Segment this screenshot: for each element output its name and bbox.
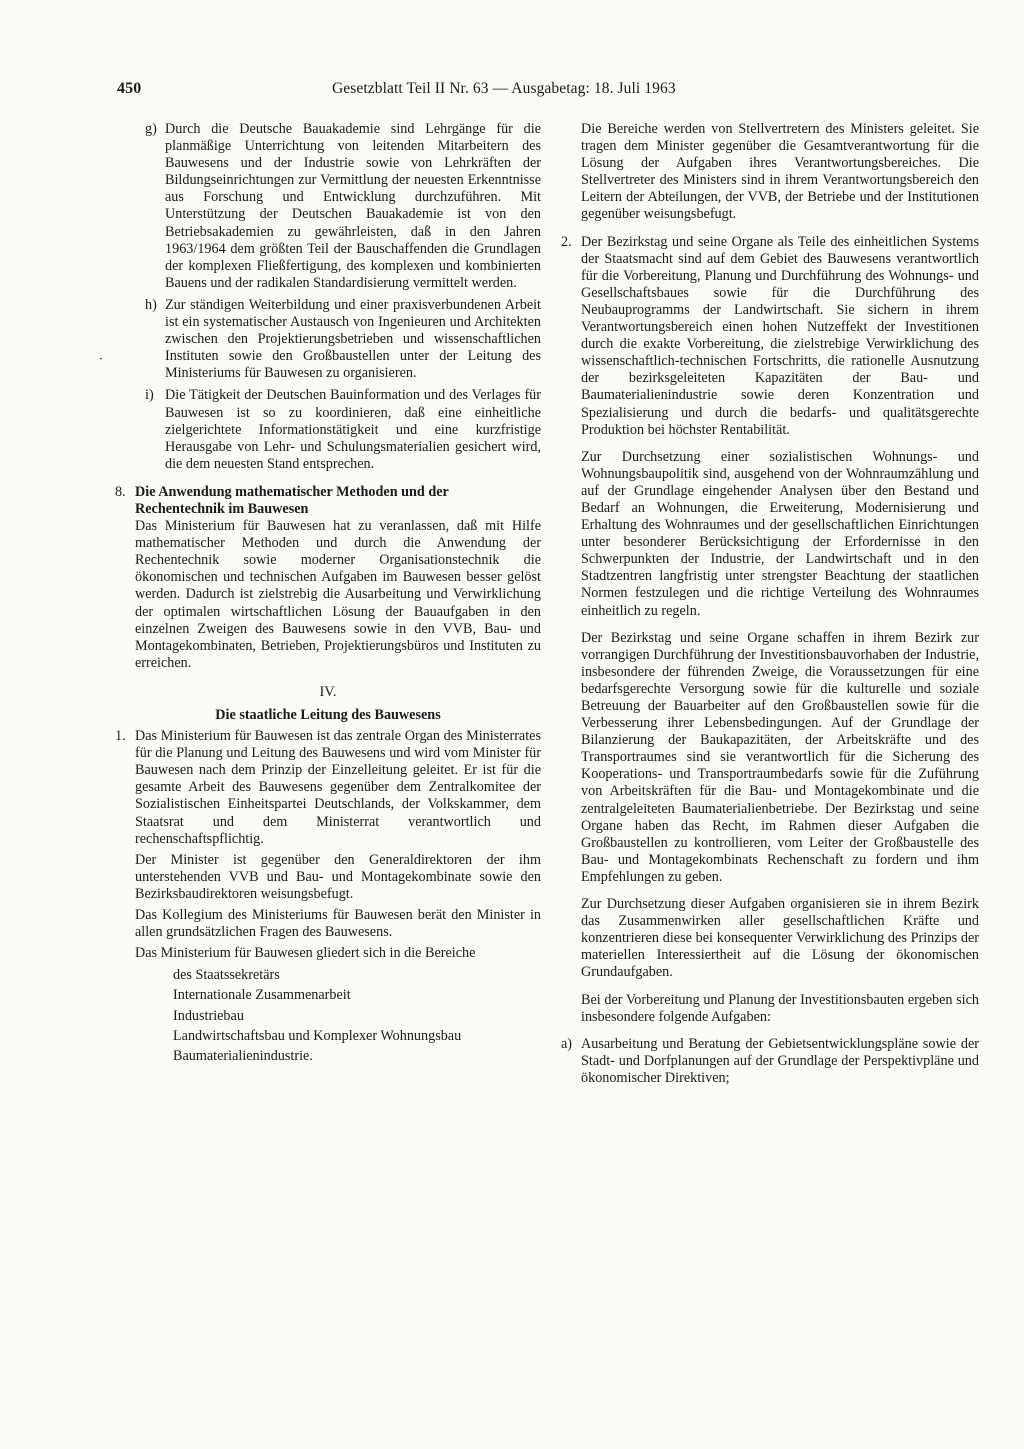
paragraph: Die Bereiche werden von Stellvertretern des Ministers geleitet. Sie tragen dem Minister gegenüber die Gesamtverantwortung für die Lösung der Aufgaben ihres Verantwortungsbereiches. Die Stellvertreter des Ministers sind in ihrem Verantwortungsbereich den Leitern der Abteilungen, der VVB, der Betriebe und der Institutionen gegenüber weisungsbefugt. (581, 121, 979, 223)
list-item-g (115, 121, 541, 292)
paragraph: Zur Durchsetzung dieser Aufgaben organisieren sie in ihrem Bezirk das Zusammenwirken aller gesellschaftlichen Kräfte und konzentrieren diese bei konsequenter Verwirklichung des Prinzips der materiellen Interessiertheit auf die Lösung der ökonomischen Grundaufgaben. (581, 896, 979, 981)
list-item-a (561, 1036, 979, 1087)
section-8 (115, 484, 541, 672)
header-title: Gesetzblatt Teil II Nr. 63 — Ausgabetag: 18. Juli 1963 (332, 80, 676, 97)
bereiche-list (115, 967, 541, 1064)
section-heading: Die Anwendung mathematischer Methoden und der Rechentechnik im Bauwesen (135, 483, 449, 517)
list-item-h (115, 297, 541, 382)
left-column (115, 121, 541, 1068)
item-text: Ausarbeitung und Beratung der Gebietsentwicklungspläne sowie der Stadt- und Dorfplanungen auf der Grundlage der Perspektivpläne und ökonomischer Direktiven; (581, 1035, 979, 1086)
right-column (561, 121, 979, 1092)
section-number: 1. (115, 728, 126, 745)
paragraph: Das Ministerium für Bauwesen gliedert sich in die Bereiche (135, 945, 476, 962)
list-item: Industriebau (173, 1007, 244, 1024)
section-number: 8. (115, 483, 126, 500)
item-text: Die Tätigkeit der Deutschen Bauinformation und des Verlages für Bauwesen ist so zu koordinieren, daß eine einheitliche zielgerichtete Informationstätigkeit und eine kurzfristige Herausgabe von Lehr- und Schulungsmaterialien gesichert wird, die dem neuesten Stand entsprechen. (165, 387, 541, 472)
list-item: Landwirtschaftsbau und Komplexer Wohnungsbau (173, 1027, 462, 1044)
list-item-i (115, 387, 541, 472)
item-marker: a) (561, 1035, 573, 1052)
chapter-title: Die staatliche Leitung des Bauwesens (215, 707, 441, 723)
section-2 (561, 234, 979, 1026)
section-1 (115, 728, 541, 962)
item-marker: i) (145, 387, 154, 404)
chapter-number: IV. (319, 683, 337, 700)
paragraph: Zur Durchsetzung einer sozialistischen Wohnungs- und Wohnungsbaupolitik sind, ausgehend von der Wohnraumzählung und auf der Grundlage eingehender Analysen über den Bestand und Bedarf an Wohnungen, die Erweiterung, Modernisierung und Erhaltung des Wohnraumes und der gesellschaftlichen Einrichtungen unter besonderer Berücksichtigung der Erfordernisse in den Schwerpunkten der Industrie, der Landwirtschaft und in den Stadtzentren langfristig unter strengster Beachtung der staatlichen Normen festzulegen und die richtige Verteilung des Wohnraumes einheitlich zu regeln. (581, 448, 979, 619)
page-header (117, 80, 797, 102)
paragraph: Das Kollegium des Ministeriums für Bauwesen berät den Minister in allen grundsätzlichen Fragen des Bauwesens. (135, 907, 541, 941)
paragraph: Der Bezirkstag und seine Organe schaffen in ihrem Bezirk zur vorrangigen Durchführung der Investitionsbauvorhaben der Industrie, insbesondere der führenden Zweige, die Voraussetzungen für eine bedarfsgerechte Versorgung sowie für die kulturelle und soziale Betreuung der Bauarbeiter auf den Großbaustellen sowie für die Verbesserung ihrer Lebensbedingungen. Auf der Grundlage der Bilanzierung der Baukapazitäten, der Arbeitskräfte und des Transportraumes sind sie verantwortlich für die Sicherung des Kooperations- und Transportraumbedarfs sowie für die Zuführung von Arbeitskräften für die Bau- und Montagekombinate und die zentralgeleiteten Baumaterialienbetriebe. Der Bezirkstag und seine Organe haben das Recht, im Rahmen dieser Aufgaben die Großbaustellen zu kontrollieren, vom Leiter der Großbaustelle des Bau- und Montagekombinats Rechenschaft zu fordern und ihm Empfehlungen zu geben. (581, 629, 979, 885)
section-text: Das Ministerium für Bauwesen hat zu veranlassen, daß mit Hilfe mathematischer Methoden und durch die Anwendung der Rechentechnik sowie moderner Organisationstechnik die ökonomischen und technischen Aufgaben im Bauwesen besser gelöst werden. Dadurch ist zielstrebig die Ausarbeitung und Verwirklichung der optimalen wirtschaftlichen Lösung der Bauaufgaben in den einzelnen Zweigen des Bauwesens sowie in den VVB, Bau- und Montagekombinaten, Betrieben, Projektierungsbüros und Instituten zu erreichen. (135, 518, 541, 671)
paragraph: Der Bezirkstag und seine Organe als Teile des einheitlichen Systems der Staatsmacht sind auf dem Gebiet des Bauwesens verantwortlich für die Vorbereitung, Planung und Durchführung des Wohnungs- und Gesellschaftsbaues sowie für die Durchführung des Neubauprogramms der Landwirtschaft. Sie sichern in ihrem Verantwortungsbereich einen hohen Nutzeffekt der Investitionen durch die exakte Vorbereitung, die zielstrebige Verwirklichung des wissenschaftlich-technischen Fortschritts, die rationelle Ausnutzung der bezirksgeleiteten Kapazitäten der Bau- und Baumaterialienindustrie sowie deren Konzentration und Spezialisierung und durch die bedarfs- und qualitätsgerechte Produktion bei höchster Rentabilität. (581, 233, 979, 438)
item-marker: h) (145, 296, 157, 313)
list-item: Internationale Zusammenarbeit (173, 987, 351, 1004)
paragraph: Der Minister ist gegenüber den Generaldirektoren der ihm unterstehenden VVB und Bau- und Montagekombinate sowie den Bezirksbaudirektoren weisungsbefugt. (135, 851, 541, 902)
page-number: 450 (117, 80, 142, 97)
list-item: Baumaterialienindustrie. (173, 1047, 313, 1064)
item-text: Durch die Deutsche Bauakademie sind Lehrgänge für die planmäßige Unterrichtung von leitenden Mitarbeitern des Bauwesens und der Industrie sowie von Lehrkräften der Bildungseinrichtungen zur Vermittlung der neuesten Erkenntnisse aus Forschung und Entwicklung durchzuführen. Mit Unterstützung der Deutschen Bauakademie ist von den Betriebsakademien zu gewährleisten, daß in den Jahren 1963/1964 dem größten Teil der Bauschaffenden die Grundlagen der komplexen Fließfertigung, des komplexen und kombinierten Bauens und der radikalen Standardisierung vermittelt werden. (165, 121, 541, 291)
section-number: 2. (561, 233, 572, 250)
item-text: Zur ständigen Weiterbildung und einer praxisverbundenen Arbeit ist ein systematischer Austausch von Ingenieuren und Architekten zwischen den Projektierungsbetrieben und wissenschaftlichen Instituten sowie den Großbaustellen unter der Leitung des Ministeriums für Bauwesen zu organisieren. (165, 296, 541, 382)
margin-mark: · (99, 352, 103, 366)
item-marker: g) (145, 121, 157, 137)
paragraph: Das Ministerium für Bauwesen ist das zentrale Organ des Ministerrates für die Planung und Leitung des Bauwesens und wird vom Minister für Bauwesen nach dem Prinzip der Einzelleitung geleitet. Er ist für die gesamte Arbeit des Bauwesens gegenüber dem Zentralkomitee der Sozialistischen Einheitspartei Deutschlands, der Volkskammer, dem Staatsrat und dem Ministerrat verantwortlich und rechenschaftspflichtig. (135, 728, 541, 847)
paragraph: Bei der Vorbereitung und Planung der Investitionsbauten ergeben sich insbesondere folgende Aufgaben: (581, 991, 979, 1025)
list-item: des Staatssekretärs (173, 967, 280, 984)
